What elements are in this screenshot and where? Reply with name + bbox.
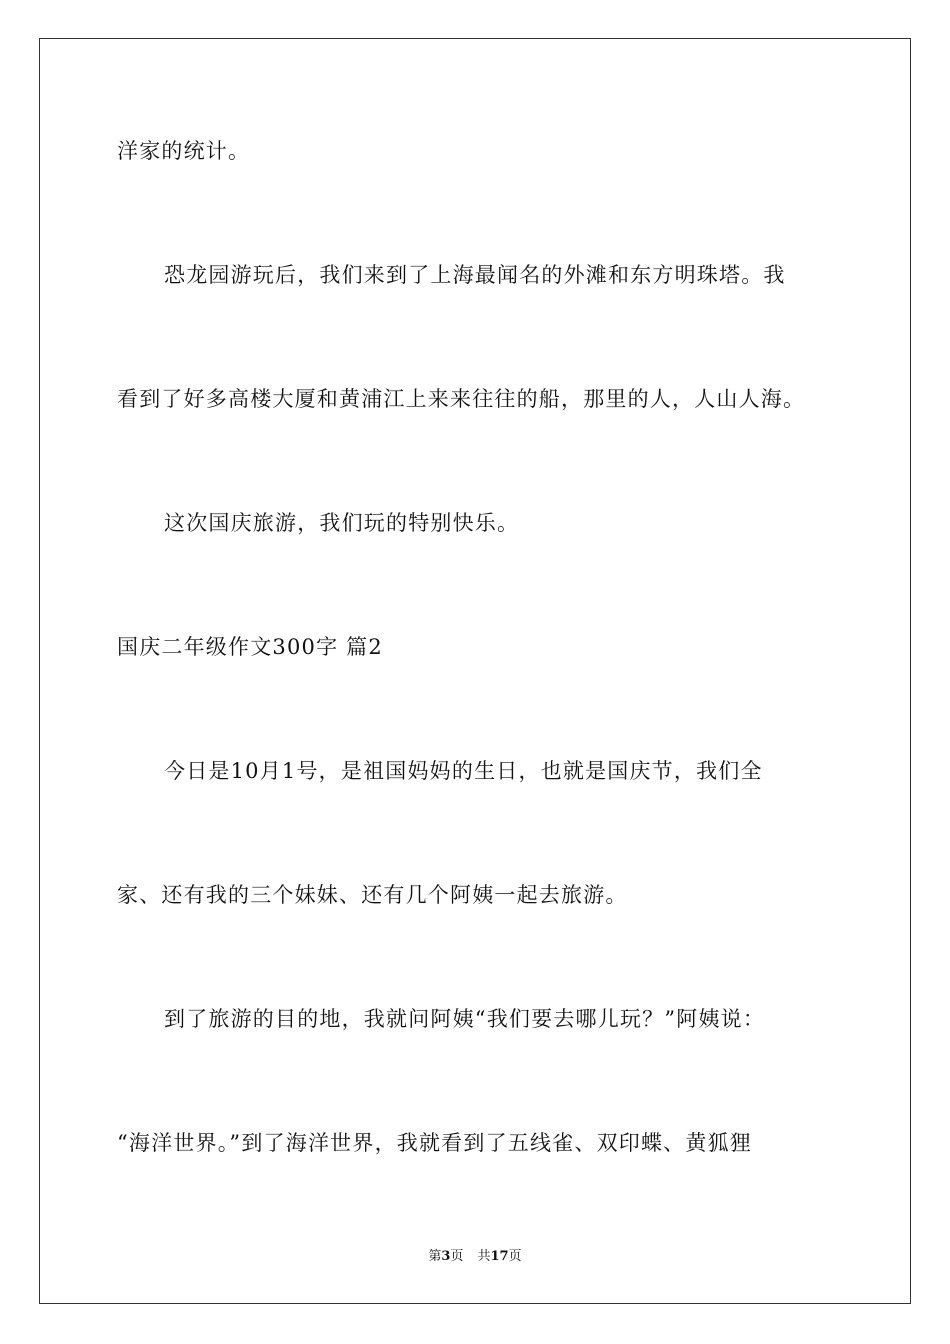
total-prefix: 共	[477, 1249, 491, 1264]
total-pages: 17	[490, 1249, 509, 1264]
paragraph-line-4: 这次国庆旅游，我们玩的特别快乐。	[164, 511, 520, 535]
paragraph-line-2: 恐龙园游玩后，我们来到了上海最闻名的外滩和东方明珠塔。我	[164, 263, 786, 287]
section-heading: 国庆二年级作文300字 篇2	[117, 635, 383, 659]
paragraph-line-6: 今日是10月1号，是祖国妈妈的生日，也就是国庆节，我们全	[164, 759, 763, 783]
text-line-1: 洋家的统计。	[117, 139, 251, 163]
text-line-9: “海洋世界。”到了海洋世界，我就看到了五线雀、双印蝶、黄狐狸	[117, 1131, 752, 1155]
page-number: 3	[441, 1249, 451, 1264]
total-suffix: 页	[508, 1249, 522, 1264]
page-footer	[0, 1248, 950, 1266]
paragraph-line-8: 到了旅游的目的地，我就问阿姨“我们要去哪儿玩？”阿姨说：	[164, 1007, 766, 1031]
text-line-7: 家、还有我的三个妹妹、还有几个阿姨一起去旅游。	[117, 883, 628, 907]
page-frame	[39, 38, 911, 1304]
page-suffix: 页	[450, 1249, 464, 1264]
text-line-3: 看到了好多高楼大厦和黄浦江上来来往往的船，那里的人，人山人海。	[117, 387, 806, 411]
page-prefix: 第	[428, 1249, 442, 1264]
